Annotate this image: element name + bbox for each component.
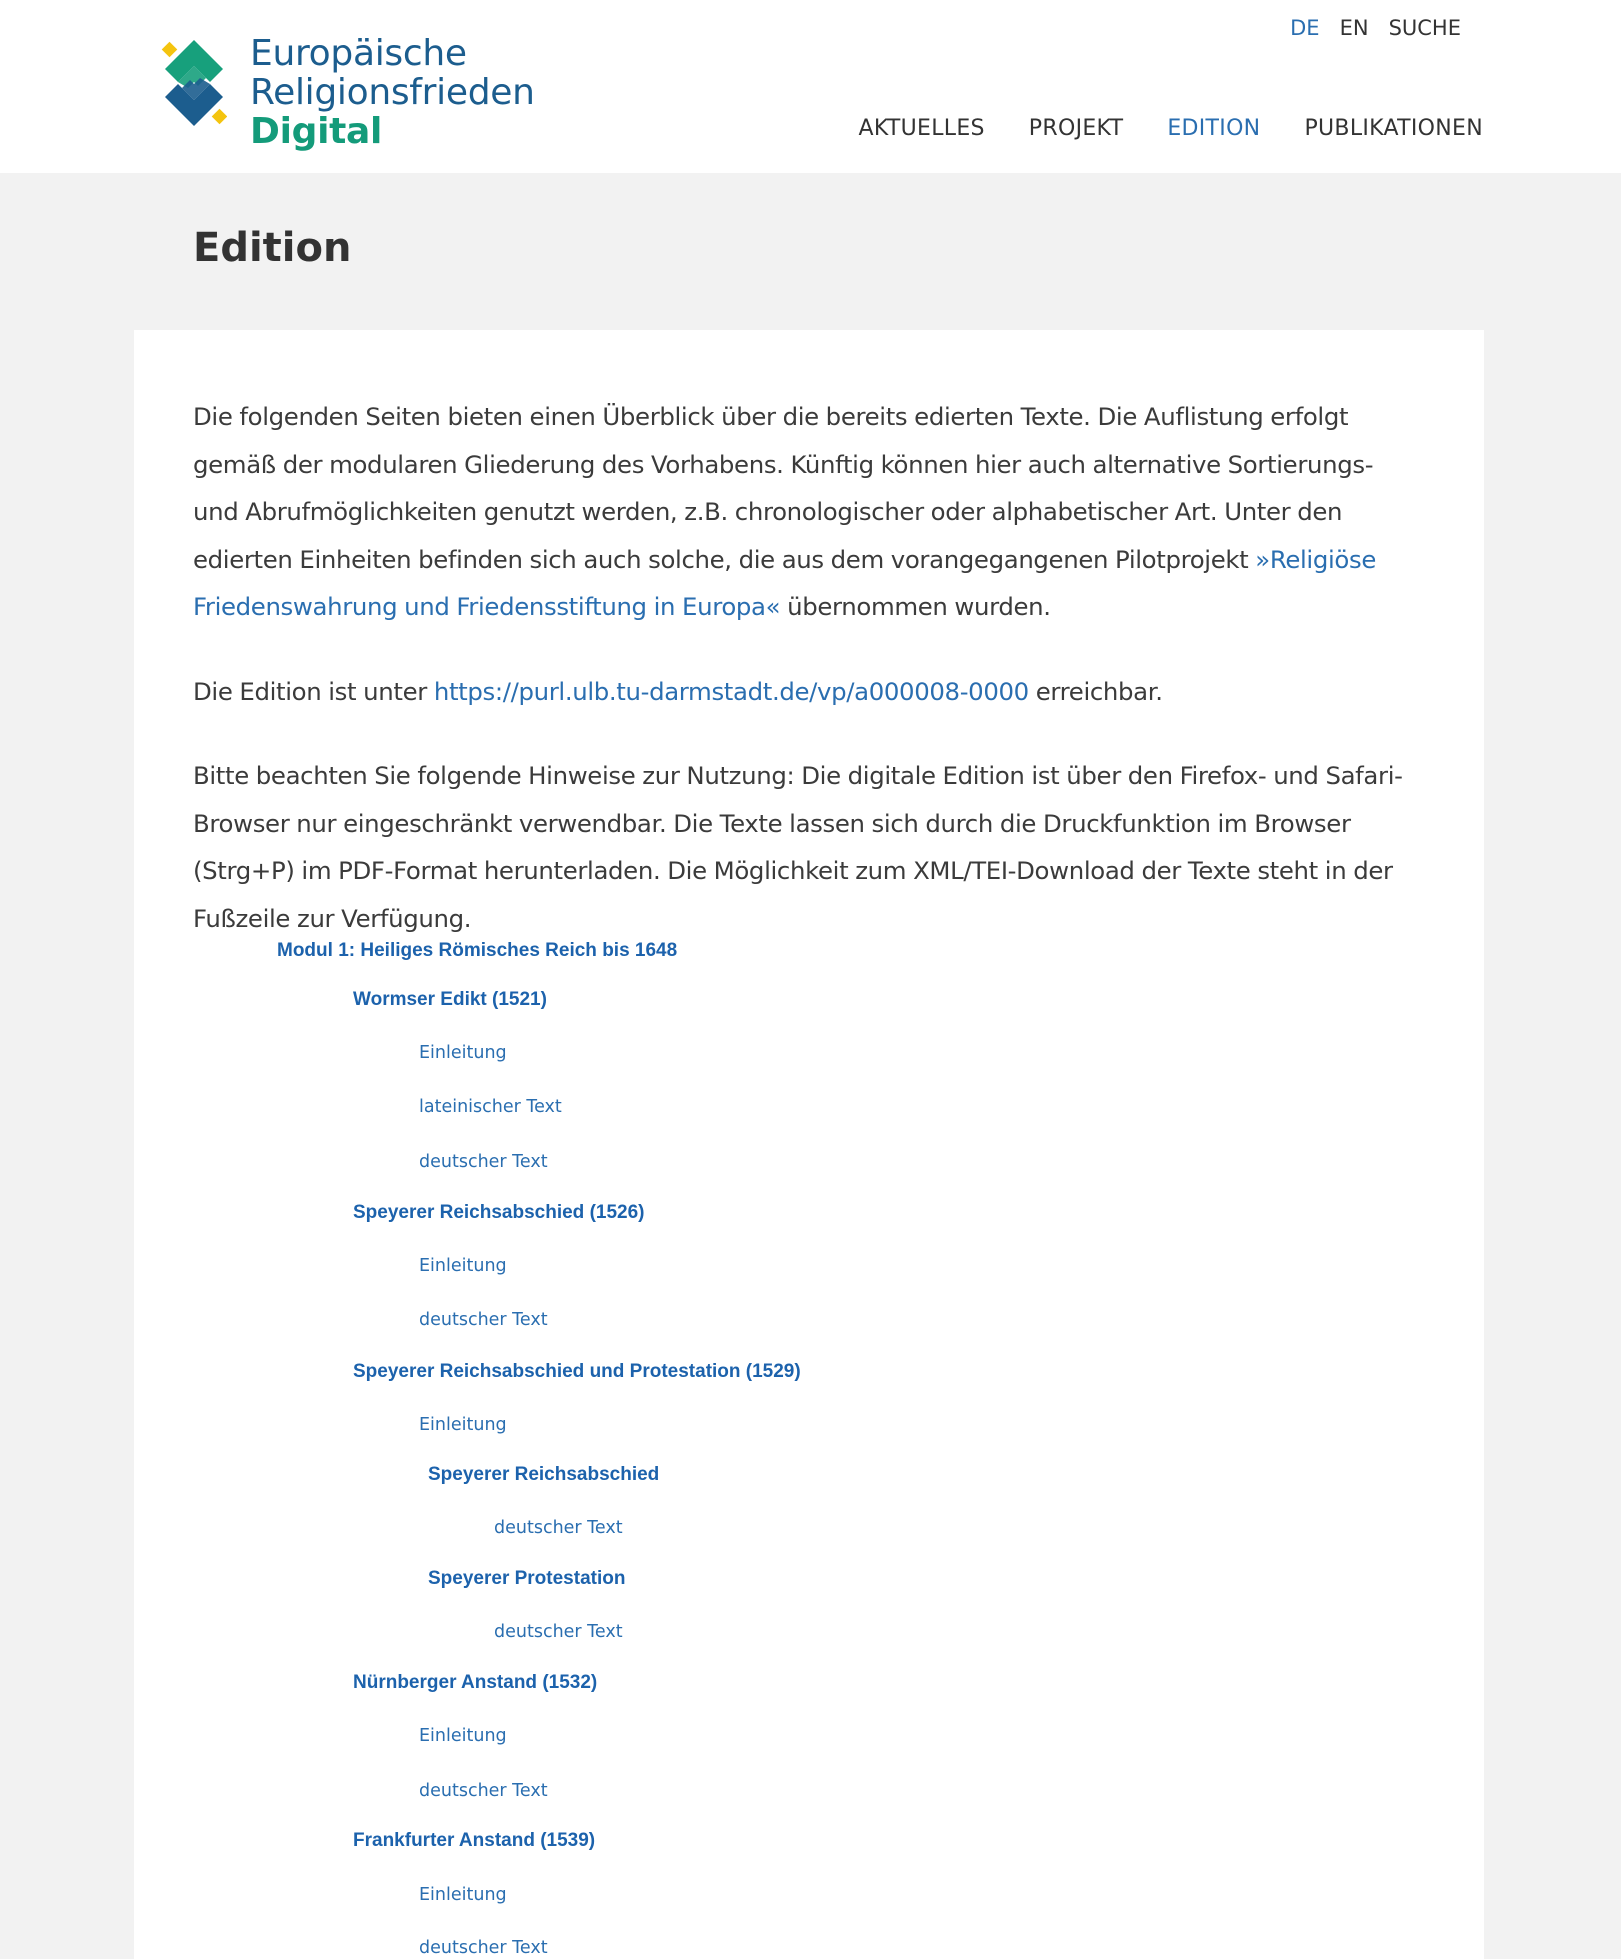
nav-item-project[interactable]: PROJEKT xyxy=(1028,116,1124,141)
nav-item-edition[interactable]: EDITION xyxy=(1167,116,1261,141)
lang-en-link[interactable]: EN xyxy=(1339,16,1369,40)
speyer-1529-heading[interactable]: Speyerer Reichsabschied und Protestation (1529) xyxy=(353,1361,801,1382)
logo-wordmark xyxy=(250,34,535,151)
search-link[interactable]: SUCHE xyxy=(1388,16,1461,40)
intro-paragraph xyxy=(193,393,1423,631)
worms-intro-link[interactable]: Einleitung xyxy=(419,1043,507,1063)
site-header xyxy=(0,0,1621,173)
intro-text-end: übernommen wurden. xyxy=(780,592,1051,621)
edition-url-paragraph xyxy=(193,668,1423,716)
nuernberg-german-text-link[interactable]: deutscher Text xyxy=(419,1781,548,1801)
logo-emblem-icon xyxy=(161,38,227,128)
content-body xyxy=(193,393,1423,979)
logo-line-3: Digital xyxy=(250,111,383,152)
module-1-heading[interactable]: Modul 1: Heiliges Römisches Reich bis 1648 xyxy=(277,940,678,961)
frankfurt-german-text-link[interactable]: deutscher Text xyxy=(419,1938,548,1958)
nav-item-news[interactable]: AKTUELLES xyxy=(858,116,985,141)
frankfurt-heading[interactable]: Frankfurter Anstand (1539) xyxy=(353,1830,596,1851)
edition-purl-link[interactable]: https://purl.ulb.tu-darmstadt.de/vp/a000008-0000 xyxy=(433,676,1029,706)
language-nav xyxy=(1290,16,1461,40)
frankfurt-intro-link[interactable]: Einleitung xyxy=(419,1885,507,1905)
usage-notes-paragraph: Bitte beachten Sie folgende Hinweise zur Nutzung: Die digitale Edition ist über den Firefox- und Safari-Browser nur eingeschränkt verwendbar. Die Texte lassen sich durch die Druckfunktion im Browser (Strg+P) im PDF-Format herunterladen. Die Möglichkeit zum XML/TEI-Download der Texte steht in der Fußzeile zur Verfügung. xyxy=(193,761,1403,933)
speyer-protestation-german-text-link[interactable]: deutscher Text xyxy=(494,1622,623,1642)
speyer-protestation-heading[interactable]: Speyerer Protestation xyxy=(428,1568,626,1589)
nuernberg-intro-link[interactable]: Einleitung xyxy=(419,1726,507,1746)
page-title: Edition xyxy=(193,225,352,271)
nuernberg-heading[interactable]: Nürnberger Anstand (1532) xyxy=(353,1672,598,1693)
logo-line-1: Europäische xyxy=(250,33,467,74)
nav-item-publications[interactable]: PUBLIKATIONEN xyxy=(1304,116,1483,141)
main-nav xyxy=(859,116,1484,141)
edition-url-prefix: Die Edition ist unter xyxy=(193,676,434,706)
worms-edict-heading[interactable]: Wormser Edikt (1521) xyxy=(353,989,547,1010)
site-logo[interactable] xyxy=(161,33,535,154)
speyer-abschied-heading[interactable]: Speyerer Reichsabschied xyxy=(428,1464,660,1485)
logo-line-2: Religionsfrieden xyxy=(250,72,535,113)
intro-text: Die folgenden Seiten bieten einen Überblick über die bereits edierten Texte. Die Auflistung erfolgt gemäß der modularen Gliederung des Vorhabens. Künftig können hier auch alternative Sortierungs- und Abrufmöglichkeiten genutzt werden, z.B. chronologischer oder alphabetischer Art. Unter den edierten Einheiten befinden sich auch solche, die aus dem vorangegangenen Pilotprojekt xyxy=(193,402,1374,574)
pilot-project-link[interactable]: »Religiöse Friedenswahrung und Friedensstiftung in Europa« xyxy=(193,544,1377,621)
lang-de-link[interactable]: DE xyxy=(1290,16,1320,40)
worms-latin-text-link[interactable]: lateinischer Text xyxy=(419,1097,562,1117)
speyer-1526-heading[interactable]: Speyerer Reichsabschied (1526) xyxy=(353,1202,645,1223)
speyer-1526-intro-link[interactable]: Einleitung xyxy=(419,1256,507,1276)
worms-german-text-link[interactable]: deutscher Text xyxy=(419,1152,548,1172)
speyer-1526-german-text-link[interactable]: deutscher Text xyxy=(419,1310,548,1330)
speyer-abschied-german-text-link[interactable]: deutscher Text xyxy=(494,1518,623,1538)
content-card xyxy=(134,330,1484,1959)
speyer-1529-intro-link[interactable]: Einleitung xyxy=(419,1415,507,1435)
edition-url-suffix: erreichbar. xyxy=(1028,676,1163,706)
